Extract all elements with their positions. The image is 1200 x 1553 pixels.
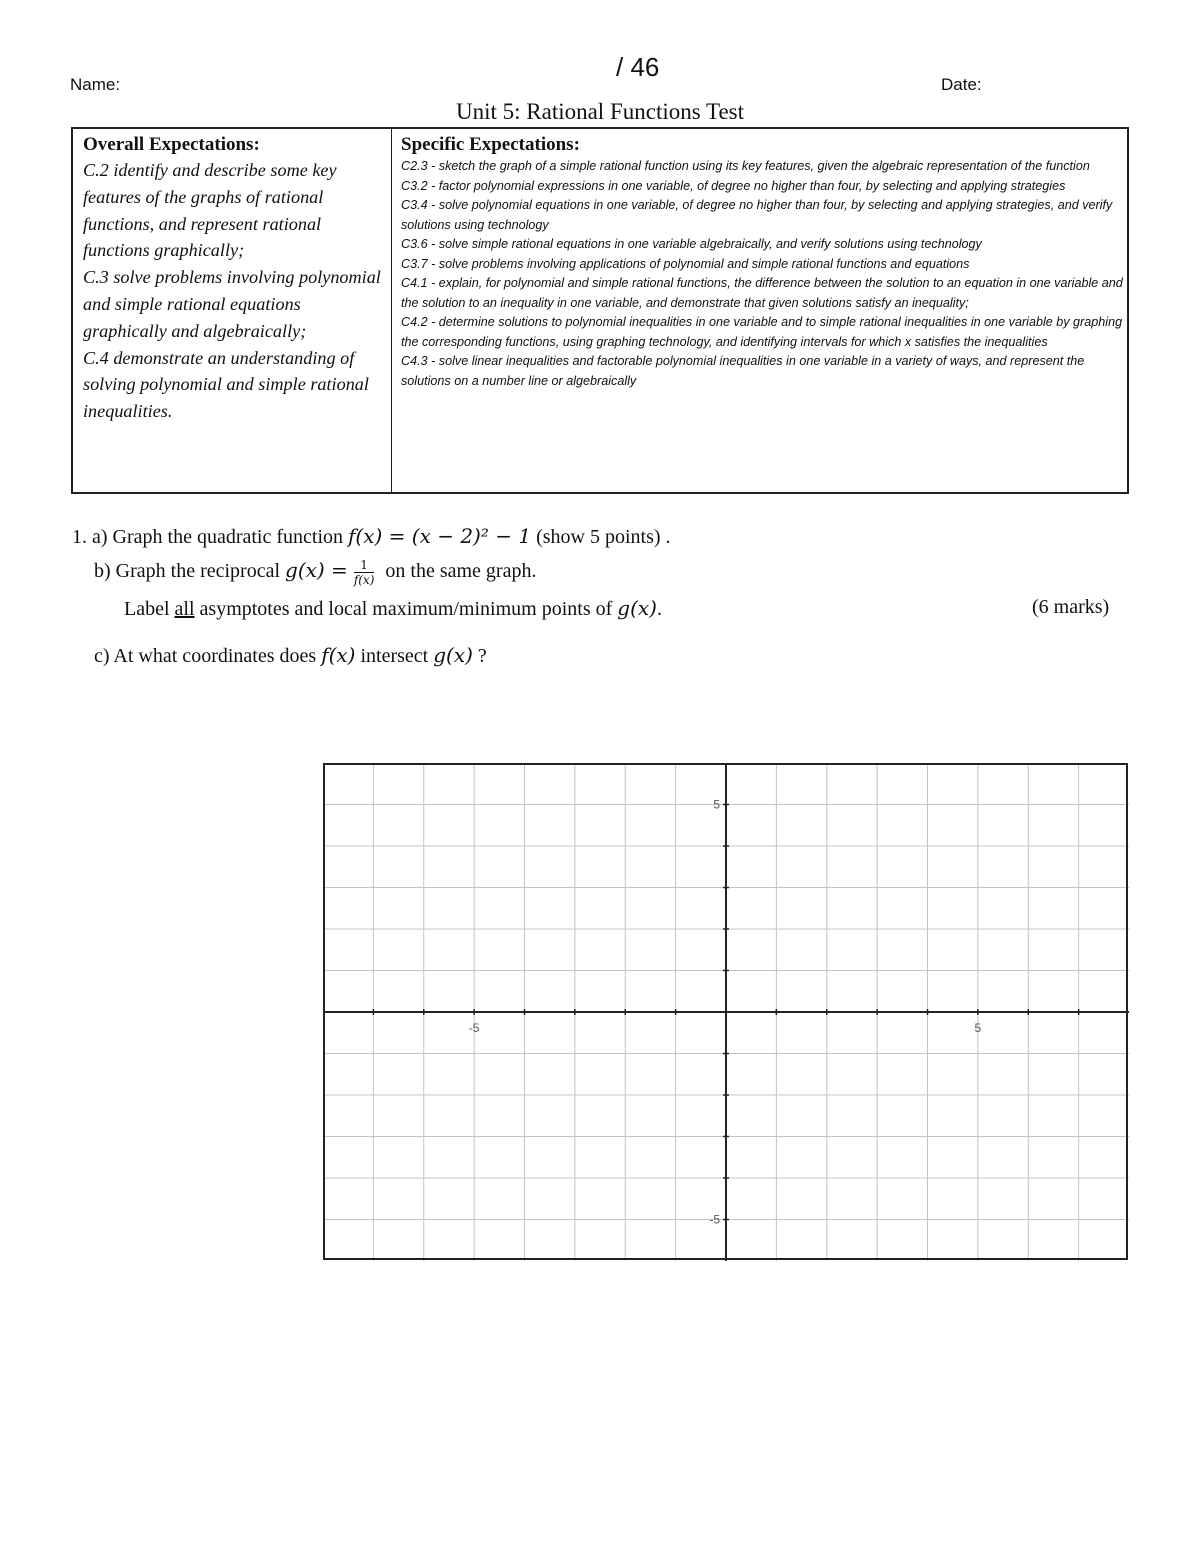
specific-item-c3-2: C3.2 - factor polynomial expressions in one variable, of degree no higher than four, by selecting and applying strategies [401, 178, 1066, 193]
overall-item-c4: C.4 demonstrate an understanding of solving polynomial and simple rational inequalities. [83, 347, 369, 422]
date-label: Date: [941, 75, 982, 94]
y-tick-label: -5 [709, 1212, 720, 1227]
label-end: . [656, 598, 662, 620]
question-1-marks: (6 marks) [1032, 596, 1110, 618]
specific-item-c4-3: C4.3 - solve linear inequalities and factorable polynomial inequalities in one variable in a variety of ways, and represent the solutions on a number line or algebraically [401, 354, 1085, 388]
q1b-fraction [354, 559, 375, 586]
test-title: Unit 5: Rational Functions Test [455, 99, 745, 124]
q1b-fraction-denominator: f(x) [353, 572, 375, 587]
x-tick-label: -5 [468, 1021, 480, 1035]
score-total: / 46 [616, 52, 660, 82]
q1c-end: ? [477, 645, 487, 667]
label-gx: g(x) [617, 596, 657, 620]
column-divider [391, 129, 392, 492]
label-prefix: Label [124, 598, 170, 620]
specific-item-c2-3: C2.3 - sketch the graph of a simple rational function using its key features, given the algebraic representation of the function [401, 159, 1090, 173]
question-1a [72, 524, 671, 549]
expectations-table [71, 127, 1129, 494]
q1b-prefix: b) Graph the reciprocal [94, 560, 281, 582]
question-1c [94, 643, 487, 668]
specific-item-c3-4: C3.4 - solve polynomial equations in one variable, of degree no higher than four, by selecting and applying strategies, and verify solutions using technology [401, 198, 1113, 232]
q1c-gx: g(x) [433, 643, 473, 667]
specific-expectations [401, 133, 1126, 391]
q1c-middle: intersect [360, 645, 429, 667]
q1a-suffix: (show 5 points) . [536, 526, 671, 548]
specific-item-c3-6: C3.6 - solve simple rational equations in one variable algebraically, and verify solutions using technology [401, 237, 982, 251]
q1a-function: f(x) = (x − 2)² − 1 [348, 524, 532, 548]
q1c-fx: f(x) [321, 643, 356, 667]
x-tick-label: 5 [974, 1021, 982, 1035]
q1b-suffix: on the same graph. [385, 560, 537, 582]
q1a-prefix: 1. a) Graph the quadratic function [72, 526, 344, 548]
question-1b [94, 558, 536, 586]
overall-heading: Overall Expectations: [83, 134, 260, 155]
overall-item-c3: C.3 solve problems involving polynomial and simple rational equations graphically and algebraically; [83, 267, 381, 341]
label-middle: asymptotes and local maximum/minimum points of [199, 598, 613, 620]
overall-item-c2: C.2 identify and describe some key features of the graphs of rational functions, and represent rational functions graphically; [83, 160, 337, 261]
q1b-fraction-numerator: 1 [354, 559, 375, 573]
specific-item-c4-2: C4.2 - determine solutions to polynomial inequalities in one variable and to simple rational inequalities in one variable by graphing the corresponding functions, using graphing technology, and identifying intervals for which x satisfies the inequalities [401, 315, 1123, 349]
question-1b-label-instruction [124, 596, 662, 621]
q1b-lhs: g(x) = [285, 558, 348, 582]
q1c-prefix: c) At what coordinates does [94, 645, 317, 667]
label-all: all [174, 598, 195, 620]
y-tick-label: 5 [713, 797, 720, 812]
graph-grid[interactable] [323, 763, 1129, 1261]
overall-expectations [83, 133, 383, 425]
specific-heading: Specific Expectations: [401, 134, 580, 155]
name-label: Name: [70, 75, 121, 94]
specific-item-c4-1: C4.1 - explain, for polynomial and simple rational functions, the difference between the solution to an equation in one variable and the solution to an inequality in one variable, and demonstrate that given solutions satisfy an inequality; [401, 276, 1123, 310]
specific-item-c3-7: C3.7 - solve problems involving applications of polynomial and simple rational functions and equations [401, 256, 970, 271]
axes [323, 763, 1129, 1261]
